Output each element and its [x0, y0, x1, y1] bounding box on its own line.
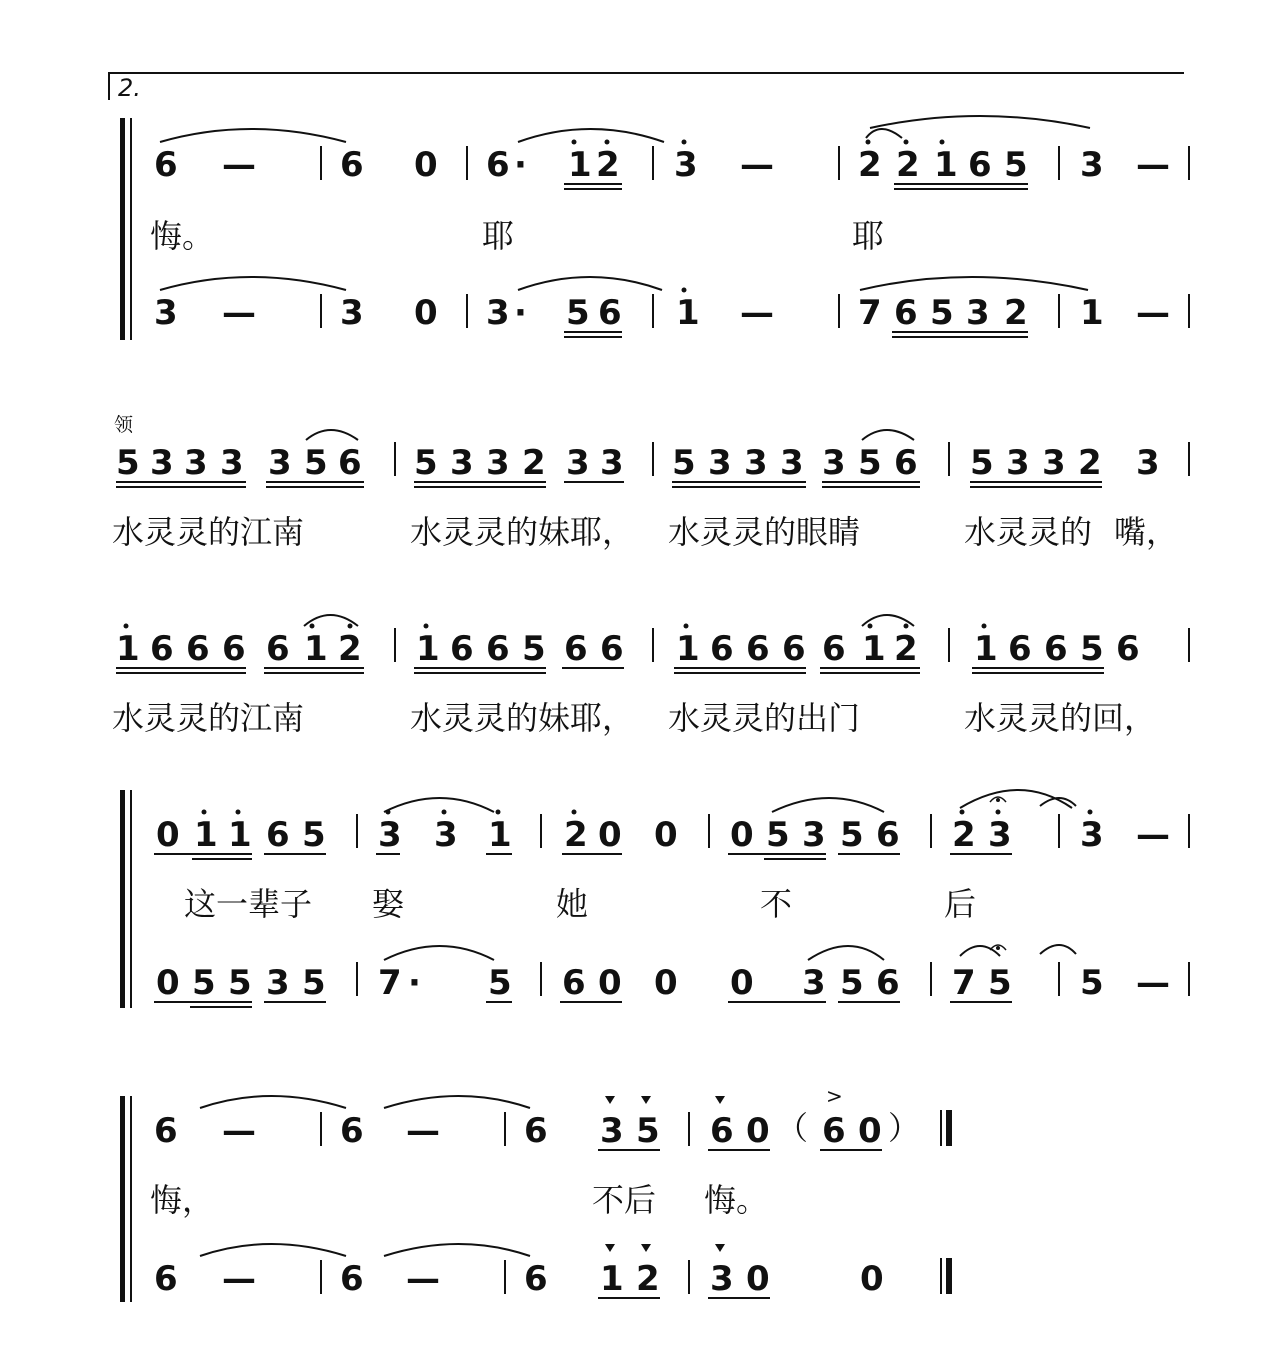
note: 0 — [654, 815, 678, 855]
note: 1 — [862, 629, 886, 669]
note: 3 — [966, 293, 990, 333]
lead-label: 领 — [114, 414, 134, 436]
note: 5 — [192, 963, 216, 1003]
lyric: 悔。 — [150, 217, 215, 255]
note: 1 — [1080, 293, 1104, 333]
lyric: 娶 — [372, 885, 405, 923]
note: 3 — [220, 443, 244, 483]
slur — [808, 946, 884, 960]
lyric: 水灵灵的回， — [964, 699, 1157, 737]
lyric: 嘴， — [1114, 513, 1179, 551]
dot: · — [514, 293, 527, 333]
dash: — — [1136, 293, 1170, 333]
lyric: 水灵灵的江南 — [112, 699, 305, 737]
slur — [862, 430, 914, 440]
note: 2 — [636, 1259, 660, 1299]
note: 1 — [416, 629, 440, 669]
note: 0 — [156, 815, 180, 855]
note: 2 — [858, 145, 882, 185]
dot: · — [514, 145, 527, 185]
note: 2 — [1078, 443, 1102, 483]
note: 6 — [1008, 629, 1032, 669]
lyric: 不 — [760, 885, 793, 923]
note: 2 — [338, 629, 362, 669]
slur — [306, 430, 358, 440]
slur — [870, 116, 1090, 128]
note: 6 — [894, 443, 918, 483]
note: 0 — [746, 1111, 770, 1151]
note: 1 — [116, 629, 140, 669]
dash: — — [406, 1111, 440, 1151]
dash: — — [222, 293, 256, 333]
note: 6 — [894, 293, 918, 333]
note: 6 — [710, 629, 734, 669]
note: 6 — [876, 963, 900, 1003]
note: 5 — [636, 1111, 660, 1151]
note: 0 — [414, 293, 438, 333]
note: 1 — [304, 629, 328, 669]
note: 0 — [860, 1259, 884, 1299]
note: 2 — [1004, 293, 1028, 333]
note: 6 — [266, 629, 290, 669]
note: 3 — [266, 963, 290, 1003]
dot: · — [408, 963, 421, 1003]
note: 3 — [184, 443, 208, 483]
note: 3 — [486, 443, 510, 483]
note: 1 — [676, 629, 700, 669]
note: 5 — [228, 963, 252, 1003]
note: 7 — [952, 963, 976, 1003]
note: 3 — [1136, 443, 1160, 483]
paren-close: ） — [888, 1109, 921, 1147]
note: 5 — [304, 443, 328, 483]
note: 6 — [486, 145, 510, 185]
note: 0 — [746, 1259, 770, 1299]
slur — [160, 129, 346, 142]
slur — [518, 277, 662, 290]
note: 6 — [822, 1111, 846, 1151]
note: 6 — [710, 1111, 734, 1151]
note: 3 — [744, 443, 768, 483]
slur — [200, 1244, 346, 1256]
note: 3 — [822, 443, 846, 483]
note: 2 — [596, 145, 620, 185]
note: 1 — [488, 815, 512, 855]
note: 3 — [450, 443, 474, 483]
dash: — — [740, 145, 774, 185]
note: 6 — [524, 1259, 548, 1299]
dash: — — [222, 1111, 256, 1151]
dash: — — [740, 293, 774, 333]
note: 5 — [414, 443, 438, 483]
lyric: 耶 — [482, 217, 515, 255]
slur — [1040, 945, 1076, 954]
slur — [860, 277, 1088, 290]
lyric: 水灵灵的眼睛 — [668, 513, 861, 551]
lyric: 水灵灵的出门 — [668, 699, 861, 737]
note: 6 — [746, 629, 770, 669]
note: 6 — [266, 815, 290, 855]
note: 3 — [710, 1259, 734, 1299]
note: 3 — [1042, 443, 1066, 483]
note: 0 — [858, 1111, 882, 1151]
note: 3 — [674, 145, 698, 185]
note: 5 — [1080, 963, 1104, 1003]
note: 7 — [858, 293, 882, 333]
note: 3 — [708, 443, 732, 483]
note: 6 — [340, 1259, 364, 1299]
slur — [518, 129, 664, 142]
note: 3 — [802, 963, 826, 1003]
lyric: 耶 — [852, 217, 885, 255]
note: 6 — [562, 963, 586, 1003]
slur — [384, 798, 494, 812]
note: 5 — [858, 443, 882, 483]
note: 5 — [970, 443, 994, 483]
note: 1 — [934, 145, 958, 185]
note: 5 — [840, 963, 864, 1003]
note: 3 — [1080, 145, 1104, 185]
slur — [384, 1096, 530, 1108]
note: 3 — [600, 443, 624, 483]
paren-open: （ — [776, 1109, 809, 1147]
note: 6 — [822, 629, 846, 669]
note: 0 — [598, 815, 622, 855]
note: 1 — [600, 1259, 624, 1299]
note: 0 — [414, 145, 438, 185]
lyric: 她 — [556, 885, 589, 923]
note: 5 — [840, 815, 864, 855]
note: 3 — [378, 815, 402, 855]
note: 0 — [730, 815, 754, 855]
lyric: 悔， — [150, 1181, 215, 1219]
note: 3 — [802, 815, 826, 855]
note: 2 — [564, 815, 588, 855]
lyric: 悔。 — [704, 1181, 769, 1219]
note: 3 — [340, 293, 364, 333]
slur — [384, 1244, 530, 1256]
note: 6 — [1044, 629, 1068, 669]
note: 6 — [338, 443, 362, 483]
volta-number: 2. — [118, 74, 141, 102]
note: 0 — [654, 963, 678, 1003]
note: 3 — [1080, 815, 1104, 855]
note: 1 — [974, 629, 998, 669]
dash: — — [222, 145, 256, 185]
note: 2 — [896, 145, 920, 185]
dash: — — [1136, 815, 1170, 855]
dash: — — [222, 1259, 256, 1299]
note: 1 — [676, 293, 700, 333]
slur — [866, 129, 902, 138]
note: 5 — [672, 443, 696, 483]
note: 5 — [302, 815, 326, 855]
note: 1 — [568, 145, 592, 185]
note: 6 — [150, 629, 174, 669]
lyric: 这一辈子 — [184, 885, 313, 923]
note: 6 — [876, 815, 900, 855]
note: 6 — [154, 1111, 178, 1151]
note: 3 — [1006, 443, 1030, 483]
note: 6 — [186, 629, 210, 669]
note: 5 — [930, 293, 954, 333]
note: 6 — [154, 1259, 178, 1299]
lyric: 水灵灵的江南 — [112, 513, 305, 551]
lyric: 水灵灵的 — [964, 513, 1093, 551]
lyric: 后 — [944, 885, 977, 923]
accent-mark: > — [826, 1084, 843, 1108]
note: 1 — [194, 815, 218, 855]
note: 6 — [450, 629, 474, 669]
dash: — — [406, 1259, 440, 1299]
slur — [160, 277, 346, 290]
note: 6 — [486, 629, 510, 669]
note: 0 — [730, 963, 754, 1003]
note: 5 — [566, 293, 590, 333]
note: 3 — [566, 443, 590, 483]
note: 6 — [564, 629, 588, 669]
lyric: 不后 — [592, 1181, 657, 1219]
lyric: 水灵灵的妹耶， — [410, 513, 635, 551]
lyric: 水灵灵的妹耶， — [410, 699, 635, 737]
note: 5 — [766, 815, 790, 855]
note: 5 — [302, 963, 326, 1003]
note: 6 — [968, 145, 992, 185]
note: 6 — [340, 1111, 364, 1151]
note: 6 — [340, 145, 364, 185]
note: 5 — [488, 963, 512, 1003]
slur — [772, 798, 884, 812]
note: 6 — [1116, 629, 1140, 669]
slur — [200, 1096, 346, 1108]
slur — [960, 946, 1000, 956]
note: 3 — [150, 443, 174, 483]
note: 0 — [156, 963, 180, 1003]
slur — [384, 946, 494, 960]
note: 1 — [228, 815, 252, 855]
note: 6 — [524, 1111, 548, 1151]
note: 5 — [522, 629, 546, 669]
note: 6 — [782, 629, 806, 669]
note: 3 — [988, 815, 1012, 855]
note: 6 — [222, 629, 246, 669]
note: 7 — [378, 963, 402, 1003]
note: 6 — [154, 145, 178, 185]
note: 5 — [116, 443, 140, 483]
note: 5 — [1080, 629, 1104, 669]
note: 3 — [600, 1111, 624, 1151]
dash: — — [1136, 963, 1170, 1003]
note: 2 — [522, 443, 546, 483]
note: 3 — [434, 815, 458, 855]
note: 6 — [598, 293, 622, 333]
note: 5 — [1004, 145, 1028, 185]
note: 2 — [894, 629, 918, 669]
note: 3 — [154, 293, 178, 333]
dash: — — [1136, 145, 1170, 185]
note: 6 — [600, 629, 624, 669]
note: 2 — [952, 815, 976, 855]
note: 3 — [780, 443, 804, 483]
note: 0 — [598, 963, 622, 1003]
note: 3 — [486, 293, 510, 333]
note: 5 — [988, 963, 1012, 1003]
note: 3 — [268, 443, 292, 483]
